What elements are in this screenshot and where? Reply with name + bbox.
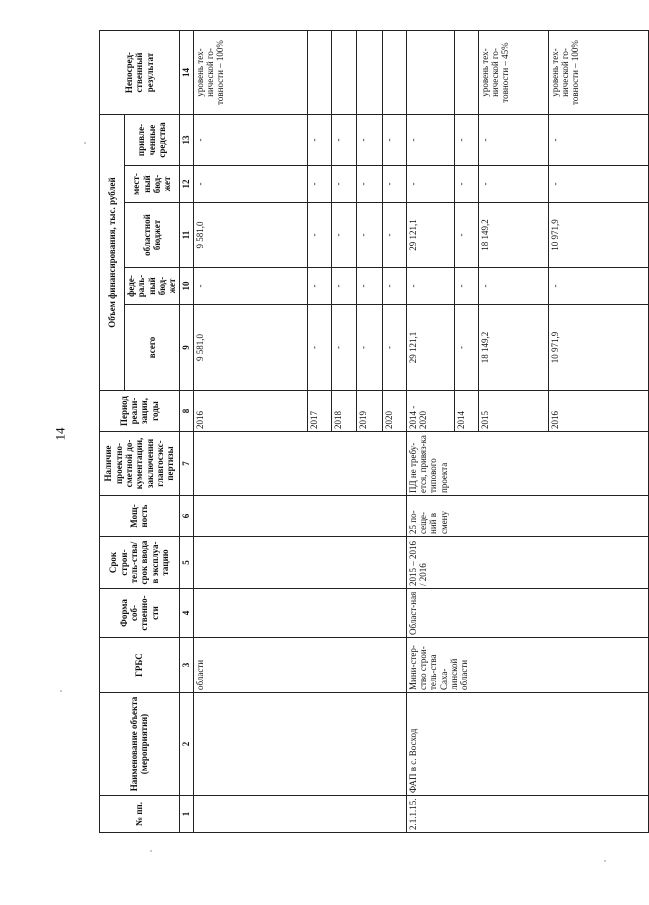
cell-period: 2020 <box>382 391 406 432</box>
scan-speck <box>150 850 152 852</box>
program-table-rotated <box>99 31 581 833</box>
cell-term: 2015 – 2016 / 2016 <box>406 537 648 589</box>
cell-regional: 10 971,9 <box>548 203 648 268</box>
column-number: 3 <box>179 638 193 693</box>
cell-federal: - <box>307 268 331 305</box>
scan-speck <box>604 860 606 862</box>
cell-total: - <box>356 305 382 391</box>
cell-period: 2019 <box>356 391 382 432</box>
cell-total: - <box>307 305 331 391</box>
cell-attracted: - <box>307 115 331 166</box>
cell-federal: - <box>478 268 548 305</box>
header-capacity: Мощ-ность <box>100 496 180 537</box>
cell-local: - <box>548 166 648 203</box>
cell-attracted: - <box>548 115 648 166</box>
cell-result <box>406 31 454 115</box>
header-result: Непосред-ственный результат <box>100 31 180 115</box>
header-regional: областной бюджет <box>125 203 180 268</box>
cell-regional: 18 149,2 <box>478 203 548 268</box>
cell-result <box>454 31 478 115</box>
column-number: 1 <box>179 796 193 833</box>
column-number: 10 <box>179 268 193 305</box>
program-table-frame <box>99 31 581 833</box>
header-period: Период реали-зации, годы <box>100 391 180 432</box>
cell-result: уровень тех-нической го-товности – 45% <box>478 31 548 115</box>
column-number: 6 <box>179 496 193 537</box>
cell-attracted: - <box>331 115 356 166</box>
cell-local: - <box>382 166 406 203</box>
header-psd: Наличие проектно-сметной до-кументации, заключения главгосэкс-пертизы <box>100 432 180 496</box>
cell-period: 2014 <box>454 391 478 432</box>
cell-regional: 9 581,0 <box>193 203 307 268</box>
cell-total: - <box>331 305 356 391</box>
cell-psd: ПД не требу-ется, привяз-ка типового проекта <box>406 432 648 496</box>
cell-regional: 29 121,1 <box>406 203 454 268</box>
cell-result <box>331 31 356 115</box>
cell-name <box>193 693 406 796</box>
cell-no: 2.1.1.15. <box>406 796 648 833</box>
cell-federal: - <box>382 268 406 305</box>
cell-no <box>193 796 406 833</box>
cell-total: 10 971,9 <box>548 305 648 391</box>
cell-result <box>307 31 331 115</box>
header-grbs: ГРБС <box>100 638 180 693</box>
cell-regional: - <box>454 203 478 268</box>
cell-result: уровень тех-нической го-товности – 100% <box>193 31 307 115</box>
cell-total: 18 149,2 <box>478 305 548 391</box>
column-number: 7 <box>179 432 193 496</box>
cell-period: 2015 <box>478 391 548 432</box>
column-number: 11 <box>179 203 193 268</box>
cell-attracted: - <box>454 115 478 166</box>
cell-attracted: - <box>193 115 307 166</box>
column-number: 4 <box>179 589 193 638</box>
program-table <box>99 30 649 833</box>
cell-federal: - <box>454 268 478 305</box>
cell-period: 2016 <box>548 391 648 432</box>
header-local: мест-ный бюд-жет <box>125 166 180 203</box>
cell-period: 2017 <box>307 391 331 432</box>
cell-total: - <box>454 305 478 391</box>
header-total: всего <box>125 305 180 391</box>
header-attracted: привле-ченные средства <box>125 115 180 166</box>
table-row <box>406 31 454 833</box>
cell-attracted: - <box>382 115 406 166</box>
column-number: 2 <box>179 693 193 796</box>
header-ownership: Форма соб-ственно-сти <box>100 589 180 638</box>
column-number: 8 <box>179 391 193 432</box>
cell-local: - <box>454 166 478 203</box>
cell-result: уровень тех-нической го-товности – 100% <box>548 31 648 115</box>
cell-attracted: - <box>478 115 548 166</box>
header-federal: феде-раль-ный бюд-жет <box>125 268 180 305</box>
column-number: 13 <box>179 115 193 166</box>
cell-local: - <box>307 166 331 203</box>
cell-local: - <box>193 166 307 203</box>
cell-federal: - <box>331 268 356 305</box>
header-no: № пп. <box>100 796 180 833</box>
cell-capacity <box>193 496 406 537</box>
cell-local: - <box>406 166 454 203</box>
cell-period: 2014 - 2020 <box>406 391 454 432</box>
scan-speck <box>84 142 86 144</box>
cell-capacity: 25 по-сеще-ний в смену <box>406 496 648 537</box>
cell-grbs: Мини-стер-ство строи-тель-ства Саха-линской области <box>406 638 648 693</box>
column-number: 5 <box>179 537 193 589</box>
cell-result <box>356 31 382 115</box>
cell-attracted: - <box>356 115 382 166</box>
cell-total: 29 121,1 <box>406 305 454 391</box>
cell-attracted: - <box>406 115 454 166</box>
cell-regional: - <box>382 203 406 268</box>
cell-period: 2016 <box>193 391 307 432</box>
cell-result <box>382 31 406 115</box>
cell-ownership: Област-ная <box>406 589 648 638</box>
column-number: 9 <box>179 305 193 391</box>
cell-local: - <box>356 166 382 203</box>
cell-total: 9 581,0 <box>193 305 307 391</box>
cell-grbs: области <box>193 638 406 693</box>
cell-ownership <box>193 589 406 638</box>
column-number: 14 <box>179 31 193 115</box>
cell-name: ФАП в с. Восход <box>406 693 648 796</box>
cell-federal: - <box>406 268 454 305</box>
cell-regional: - <box>307 203 331 268</box>
cell-regional: - <box>356 203 382 268</box>
cell-local: - <box>331 166 356 203</box>
cell-federal: - <box>193 268 307 305</box>
header-financing: Объем финансирования, тыс. рублей <box>100 115 125 391</box>
cell-total: - <box>382 305 406 391</box>
header-term: Срок строи-тель-ства/срок ввода в эксплуа-тацию <box>100 537 180 589</box>
table-row <box>193 31 307 833</box>
cell-federal: - <box>356 268 382 305</box>
cell-period: 2018 <box>331 391 356 432</box>
cell-local: - <box>478 166 548 203</box>
header-name: Наименование объекта (мероприятия) <box>100 693 180 796</box>
cell-psd <box>193 432 406 496</box>
cell-term <box>193 537 406 589</box>
column-number: 12 <box>179 166 193 203</box>
scan-speck <box>60 690 62 692</box>
cell-regional: - <box>331 203 356 268</box>
cell-federal: - <box>548 268 648 305</box>
page-number: 14 <box>52 427 68 441</box>
